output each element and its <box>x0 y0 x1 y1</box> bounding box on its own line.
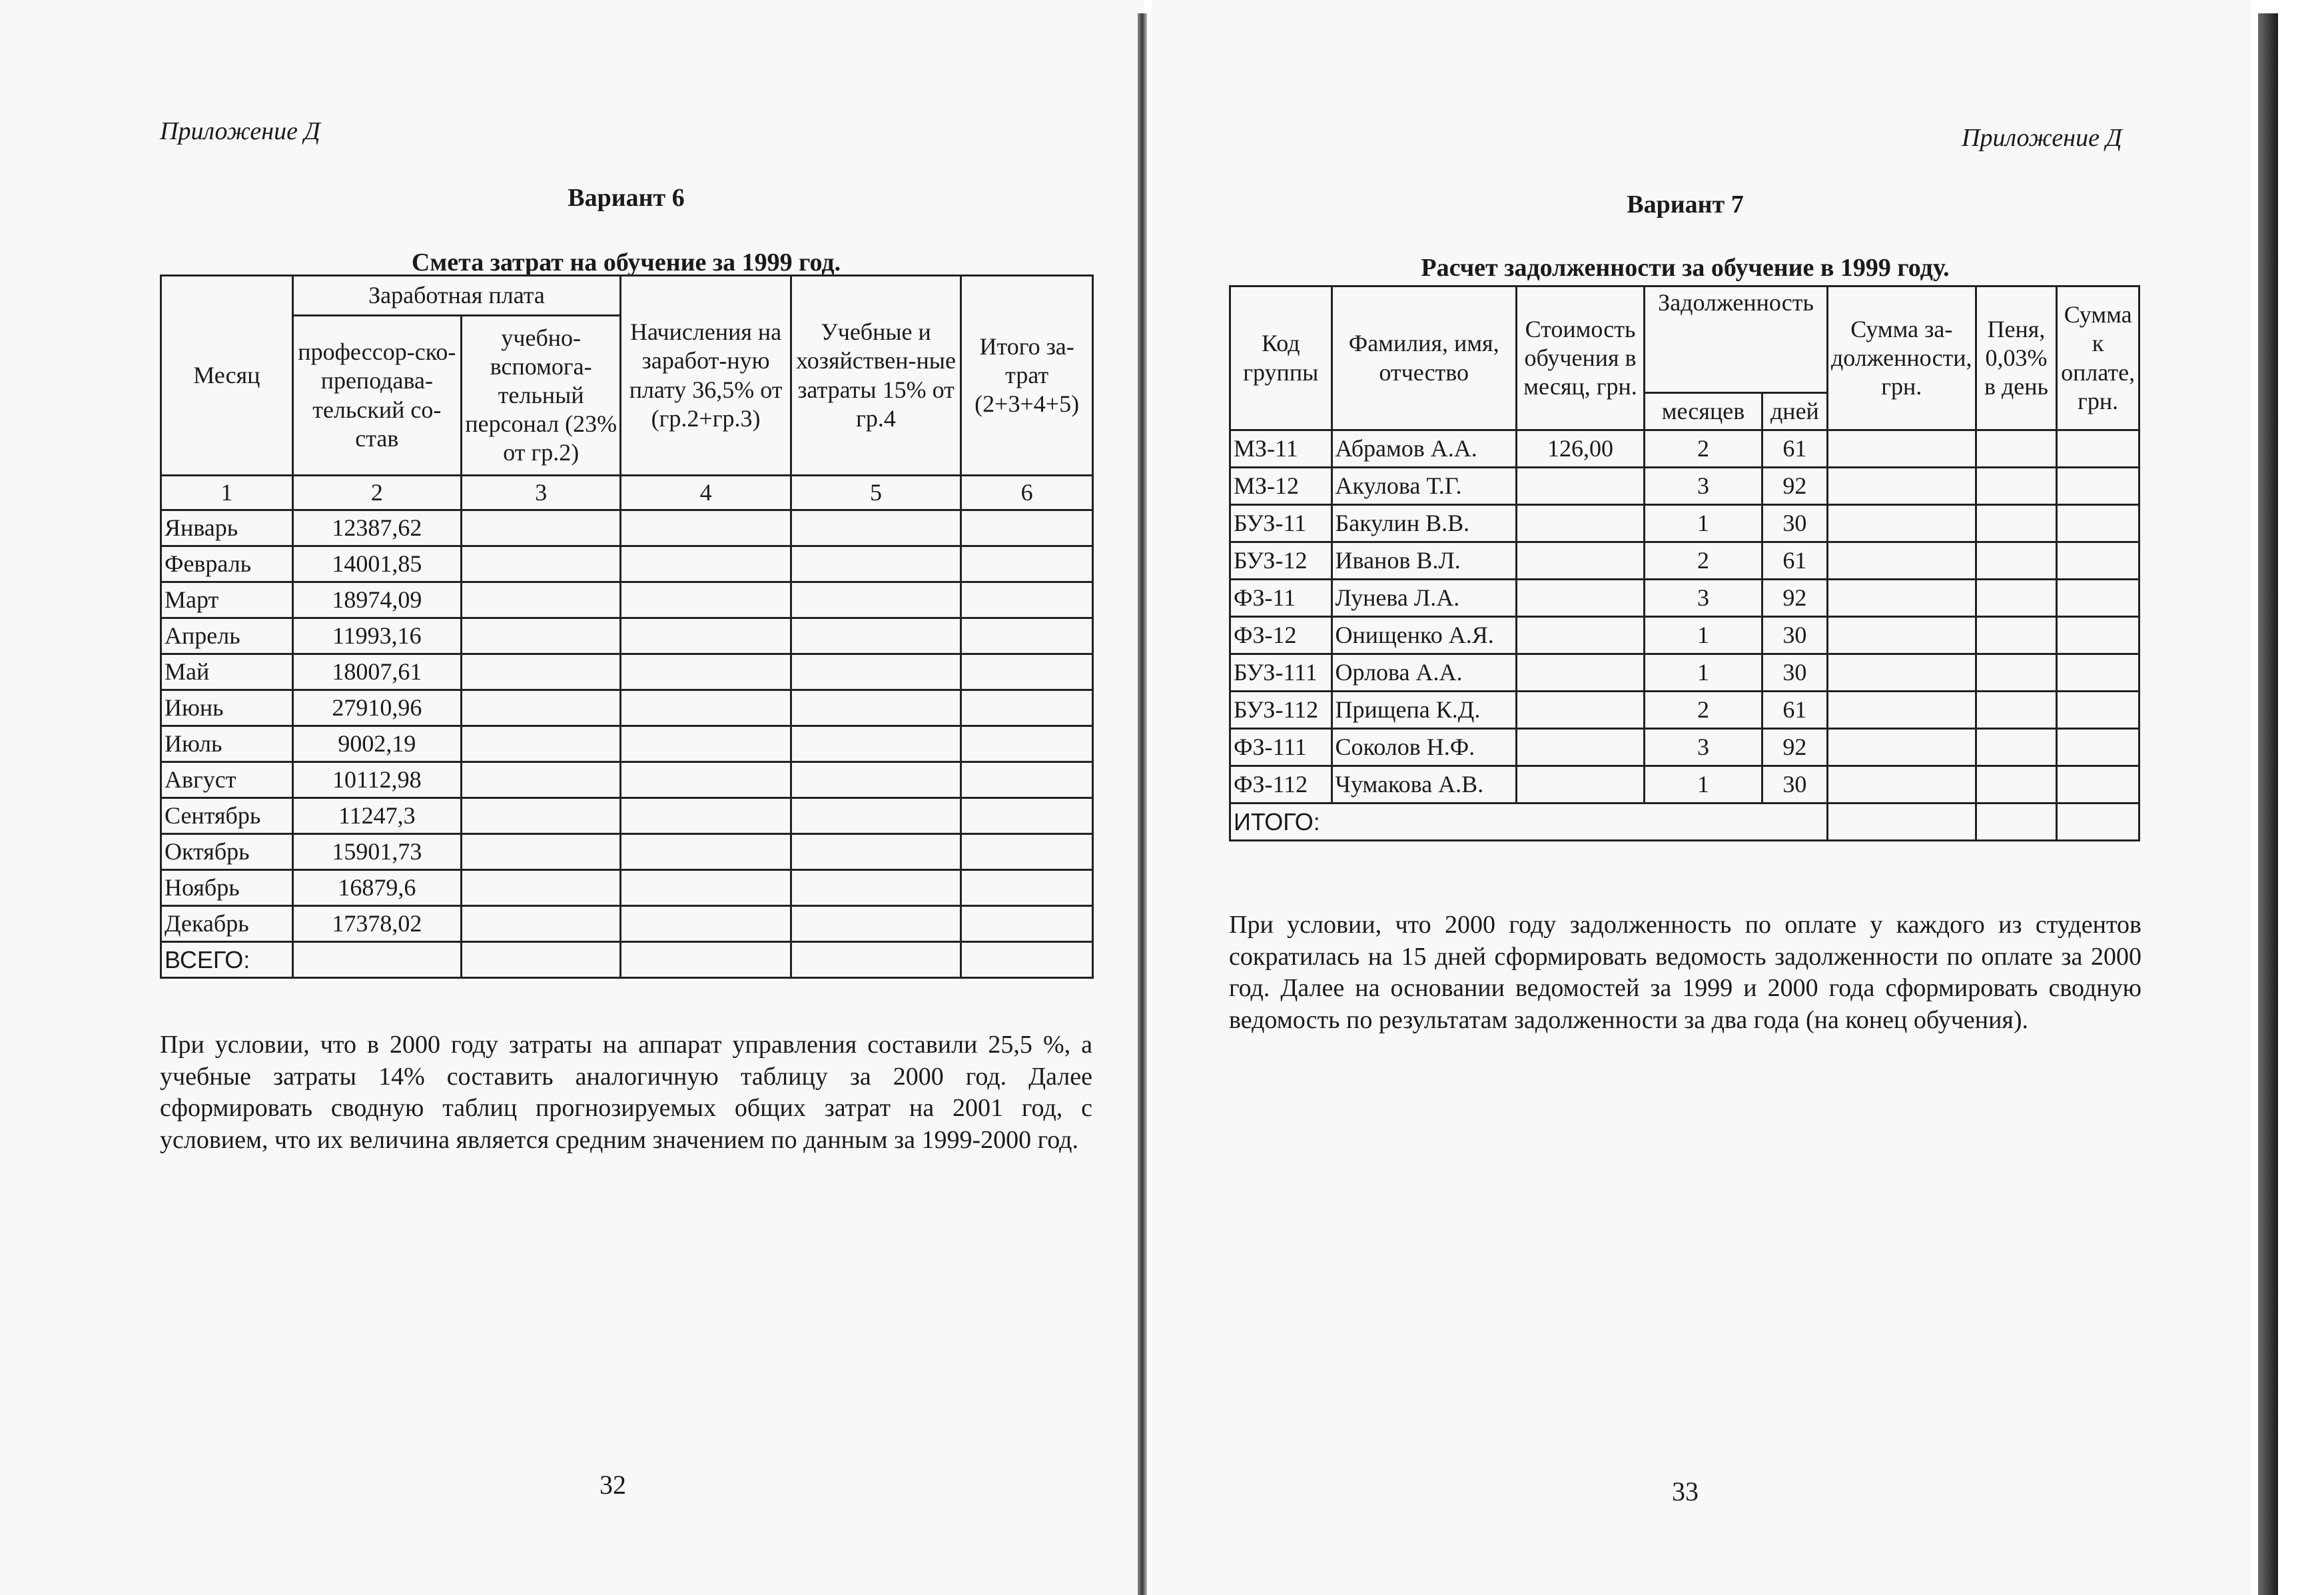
empty-cell <box>462 654 621 690</box>
month-cell: Февраль <box>161 546 293 582</box>
col-number: 4 <box>621 476 791 510</box>
group-code-cell: ФЗ-111 <box>1230 729 1332 766</box>
empty-cell <box>621 618 791 654</box>
empty-cell <box>1827 692 1976 729</box>
monthly-cost-cell <box>1516 505 1644 542</box>
group-code-cell: БУЗ-111 <box>1230 654 1332 692</box>
table-row <box>1230 468 2139 505</box>
empty-cell <box>462 762 621 798</box>
table-row <box>161 618 1093 654</box>
empty-cell <box>1827 654 1976 692</box>
full-name-cell: Онищенко А.Я. <box>1332 617 1516 654</box>
monthly-cost-cell <box>1516 468 1644 505</box>
header-monthly-cost: Стоимость обучения в месяц, грн. <box>1516 286 1644 430</box>
table-row <box>161 654 1093 690</box>
empty-cell <box>621 582 791 618</box>
full-name-cell: Лунева Л.А. <box>1332 580 1516 617</box>
empty-cell <box>791 654 961 690</box>
full-name-cell: Акулова Т.Г. <box>1332 468 1516 505</box>
group-code-cell: БУЗ-112 <box>1230 692 1332 729</box>
table-row <box>161 510 1093 546</box>
header-month: Месяц <box>161 276 293 476</box>
table-row <box>1230 430 2139 468</box>
empty-cell <box>1976 654 2057 692</box>
empty-cell <box>462 690 621 726</box>
empty-cell <box>961 582 1093 618</box>
empty-cell <box>961 690 1093 726</box>
cost-estimate-table <box>160 274 1094 979</box>
header-debt-months: месяцев <box>1645 393 1762 430</box>
header-total: Итого за-трат (2+3+4+5) <box>961 276 1093 476</box>
right-appendix-label: Приложение Д <box>1962 124 2122 152</box>
group-code-cell: ФЗ-112 <box>1230 766 1332 803</box>
debt-days-cell: 61 <box>1762 542 1827 580</box>
empty-cell <box>621 798 791 834</box>
empty-cell <box>1976 542 2057 580</box>
full-name-cell: Соколов Н.Ф. <box>1332 729 1516 766</box>
empty-cell <box>2057 654 2139 692</box>
right-variant-heading: Вариант 7 <box>1627 191 1744 219</box>
empty-cell <box>292 942 461 978</box>
left-appendix-label: Приложение Д <box>160 117 320 145</box>
table-row <box>161 906 1093 942</box>
teaching-staff-value: 11993,16 <box>292 618 461 654</box>
full-name-cell: Абрамов А.А. <box>1332 430 1516 468</box>
debt-months-cell: 1 <box>1645 505 1762 542</box>
debt-days-cell: 30 <box>1762 617 1827 654</box>
full-name-cell: Прищепа К.Д. <box>1332 692 1516 729</box>
empty-cell <box>1976 468 2057 505</box>
empty-cell <box>1976 580 2057 617</box>
empty-cell <box>1976 803 2057 841</box>
group-code-cell: БУЗ-11 <box>1230 505 1332 542</box>
empty-cell <box>791 870 961 906</box>
empty-cell <box>2057 617 2139 654</box>
debt-months-cell: 3 <box>1645 468 1762 505</box>
empty-cell <box>2057 468 2139 505</box>
debt-days-cell: 61 <box>1762 430 1827 468</box>
empty-cell <box>462 726 621 762</box>
col-number: 6 <box>961 476 1093 510</box>
header-full-name: Фамилия, имя, отчество <box>1332 286 1516 430</box>
group-code-cell: ФЗ-12 <box>1230 617 1332 654</box>
debt-days-cell: 92 <box>1762 580 1827 617</box>
empty-cell <box>791 726 961 762</box>
empty-cell <box>1827 617 1976 654</box>
empty-cell <box>621 942 791 978</box>
empty-cell <box>1827 580 1976 617</box>
empty-cell <box>621 690 791 726</box>
month-cell: Апрель <box>161 618 293 654</box>
debt-days-cell: 30 <box>1762 505 1827 542</box>
monthly-cost-cell <box>1516 580 1644 617</box>
month-cell: Май <box>161 654 293 690</box>
header-debt-sum: Сумма за-долженности, грн. <box>1827 286 1976 430</box>
table-row <box>161 870 1093 906</box>
empty-cell <box>462 870 621 906</box>
teaching-staff-value: 11247,3 <box>292 798 461 834</box>
table-row <box>1230 617 2139 654</box>
col-number: 5 <box>791 476 961 510</box>
month-cell: Октябрь <box>161 834 293 870</box>
empty-cell <box>791 906 961 942</box>
total-row <box>161 942 1093 978</box>
group-code-cell: БУЗ-12 <box>1230 542 1332 580</box>
empty-cell <box>1827 729 1976 766</box>
header-debt-days: дней <box>1762 393 1827 430</box>
header-penalty: Пеня, 0,03% в день <box>1976 286 2057 430</box>
table-row <box>161 762 1093 798</box>
left-variant-heading: Вариант 6 <box>568 184 685 212</box>
empty-cell <box>961 834 1093 870</box>
right-table-title: Расчет задолженности за обучение в 1999 году. <box>1421 254 1950 282</box>
empty-cell <box>621 906 791 942</box>
empty-cell <box>621 510 791 546</box>
empty-cell <box>2057 803 2139 841</box>
debt-months-cell: 1 <box>1645 617 1762 654</box>
empty-cell <box>1976 692 2057 729</box>
empty-cell <box>791 762 961 798</box>
empty-cell <box>791 798 961 834</box>
teaching-staff-value: 10112,98 <box>292 762 461 798</box>
month-cell: Август <box>161 762 293 798</box>
empty-cell <box>961 618 1093 654</box>
right-page-number: 33 <box>1672 1476 1699 1506</box>
table-row <box>161 690 1093 726</box>
month-cell: Сентябрь <box>161 798 293 834</box>
empty-cell <box>621 834 791 870</box>
monthly-cost-cell <box>1516 766 1644 803</box>
month-cell: Ноябрь <box>161 870 293 906</box>
group-code-cell: ФЗ-11 <box>1230 580 1332 617</box>
full-name-cell: Бакулин В.В. <box>1332 505 1516 542</box>
empty-cell <box>961 762 1093 798</box>
empty-cell <box>791 618 961 654</box>
empty-cell <box>2057 430 2139 468</box>
empty-cell <box>462 618 621 654</box>
debt-days-cell: 92 <box>1762 729 1827 766</box>
month-cell: Декабрь <box>161 906 293 942</box>
debt-months-cell: 2 <box>1645 542 1762 580</box>
empty-cell <box>961 906 1093 942</box>
full-name-cell: Орлова А.А. <box>1332 654 1516 692</box>
empty-cell <box>1976 766 2057 803</box>
empty-cell <box>621 726 791 762</box>
group-code-cell: МЗ-11 <box>1230 430 1332 468</box>
group-code-cell: МЗ-12 <box>1230 468 1332 505</box>
table-row <box>1230 692 2139 729</box>
empty-cell <box>1827 803 1976 841</box>
debt-months-cell: 1 <box>1645 654 1762 692</box>
empty-cell <box>1827 542 1976 580</box>
teaching-staff-value: 12387,62 <box>292 510 461 546</box>
table-row <box>1230 542 2139 580</box>
left-page-number: 32 <box>599 1470 626 1500</box>
month-cell: Июнь <box>161 690 293 726</box>
table-row <box>161 546 1093 582</box>
empty-cell <box>621 654 791 690</box>
table-row <box>1230 654 2139 692</box>
teaching-staff-value: 14001,85 <box>292 546 461 582</box>
monthly-cost-cell <box>1516 654 1644 692</box>
empty-cell <box>462 546 621 582</box>
debt-days-cell: 92 <box>1762 468 1827 505</box>
debt-months-cell: 2 <box>1645 430 1762 468</box>
debt-months-cell: 3 <box>1645 729 1762 766</box>
empty-cell <box>2057 766 2139 803</box>
table-row <box>1230 580 2139 617</box>
table-row <box>161 582 1093 618</box>
table-row <box>1230 766 2139 803</box>
empty-cell <box>961 654 1093 690</box>
empty-cell <box>961 510 1093 546</box>
empty-cell <box>961 870 1093 906</box>
total-label: ВСЕГО: <box>161 942 293 978</box>
col-number: 3 <box>462 476 621 510</box>
teaching-staff-value: 15901,73 <box>292 834 461 870</box>
empty-cell <box>462 834 621 870</box>
empty-cell <box>2057 692 2139 729</box>
table-row <box>1230 505 2139 542</box>
empty-cell <box>1827 505 1976 542</box>
empty-cell <box>1827 468 1976 505</box>
month-cell: Июль <box>161 726 293 762</box>
monthly-cost-cell <box>1516 617 1644 654</box>
teaching-staff-value: 18007,61 <box>292 654 461 690</box>
empty-cell <box>1976 617 2057 654</box>
monthly-cost-cell <box>1516 542 1644 580</box>
teaching-staff-value: 27910,96 <box>292 690 461 726</box>
debt-days-cell: 30 <box>1762 654 1827 692</box>
teaching-staff-value: 17378,02 <box>292 906 461 942</box>
empty-cell <box>961 942 1093 978</box>
book-spine <box>1138 13 1147 1595</box>
empty-cell <box>462 582 621 618</box>
header-support-staff: учебно-вспомога-тельный персонал (23% от гр.2) <box>462 316 621 476</box>
monthly-cost-cell <box>1516 729 1644 766</box>
header-accrual: Начисления на заработ-ную плату 36,5% от (гр.2+гр.3) <box>621 276 791 476</box>
empty-cell <box>961 546 1093 582</box>
empty-cell <box>462 510 621 546</box>
debt-days-cell: 61 <box>1762 692 1827 729</box>
empty-cell <box>1976 505 2057 542</box>
empty-cell <box>462 798 621 834</box>
empty-cell <box>621 870 791 906</box>
empty-cell <box>791 690 961 726</box>
teaching-staff-value: 18974,09 <box>292 582 461 618</box>
monthly-cost-cell <box>1516 692 1644 729</box>
table-row <box>161 726 1093 762</box>
month-cell: Март <box>161 582 293 618</box>
empty-cell <box>791 510 961 546</box>
debt-days-cell: 30 <box>1762 766 1827 803</box>
teaching-staff-value: 9002,19 <box>292 726 461 762</box>
page-edge <box>2258 13 2278 1595</box>
empty-cell <box>791 582 961 618</box>
full-name-cell: Чумакова А.В. <box>1332 766 1516 803</box>
table-row <box>161 834 1093 870</box>
debt-months-cell: 2 <box>1645 692 1762 729</box>
total-row <box>1230 803 2139 841</box>
full-name-cell: Иванов В.Л. <box>1332 542 1516 580</box>
empty-cell <box>791 834 961 870</box>
debt-calculation-table <box>1229 285 2140 841</box>
header-teaching-staff: профессор-ско-преподава-тельский со-став <box>292 316 461 476</box>
table-row <box>1230 729 2139 766</box>
monthly-cost-cell: 126,00 <box>1516 430 1644 468</box>
teaching-staff-value: 16879,6 <box>292 870 461 906</box>
empty-cell <box>462 906 621 942</box>
empty-cell <box>621 546 791 582</box>
empty-cell <box>2057 729 2139 766</box>
header-group-code: Код группы <box>1230 286 1332 430</box>
empty-cell <box>791 546 961 582</box>
header-salary: Заработная плата <box>292 276 621 316</box>
header-pay-sum: Сумма к оплате, грн. <box>2057 286 2139 430</box>
empty-cell <box>791 942 961 978</box>
empty-cell <box>2057 542 2139 580</box>
empty-cell <box>2057 580 2139 617</box>
debt-months-cell: 3 <box>1645 580 1762 617</box>
header-study-costs: Учебные и хозяйствен-ные затраты 15% от гр.4 <box>791 276 961 476</box>
col-number: 1 <box>161 476 293 510</box>
debt-months-cell: 1 <box>1645 766 1762 803</box>
empty-cell <box>2057 505 2139 542</box>
col-number: 2 <box>292 476 461 510</box>
header-debt: Задолженность <box>1645 286 1828 393</box>
empty-cell <box>621 762 791 798</box>
right-task-paragraph: При условии, что 2000 году задолженность по оплате у каждого из студентов сократилась на 15 дней сформировать ведомость задолженности по оплате за 2000 год. Далее на основании ведомостей за 1999 и 2000 года сформировать сводную ведомость по результатам задолженности за два года (на конец обучения). <box>1229 911 2141 1034</box>
left-table-title: Смета затрат на обучение за 1999 год. <box>411 249 841 276</box>
empty-cell <box>961 726 1093 762</box>
empty-cell <box>1976 729 2057 766</box>
month-cell: Январь <box>161 510 293 546</box>
empty-cell <box>961 798 1093 834</box>
empty-cell <box>1976 430 2057 468</box>
empty-cell <box>1827 766 1976 803</box>
table-row <box>161 798 1093 834</box>
left-task-paragraph: При условии, что в 2000 году затраты на аппарат управления составили 25,5 %, а учебные затраты 14% составить аналогичную таблицу за 2000 год. Далее сформировать сводную таблиц прогнозируемых общих затрат на 2001 год, с условием, что их величина является средним значением по данным за 1999-2000 год. <box>160 1031 1092 1154</box>
total-label: ИТОГО: <box>1230 803 1828 841</box>
empty-cell <box>462 942 621 978</box>
empty-cell <box>1827 430 1976 468</box>
